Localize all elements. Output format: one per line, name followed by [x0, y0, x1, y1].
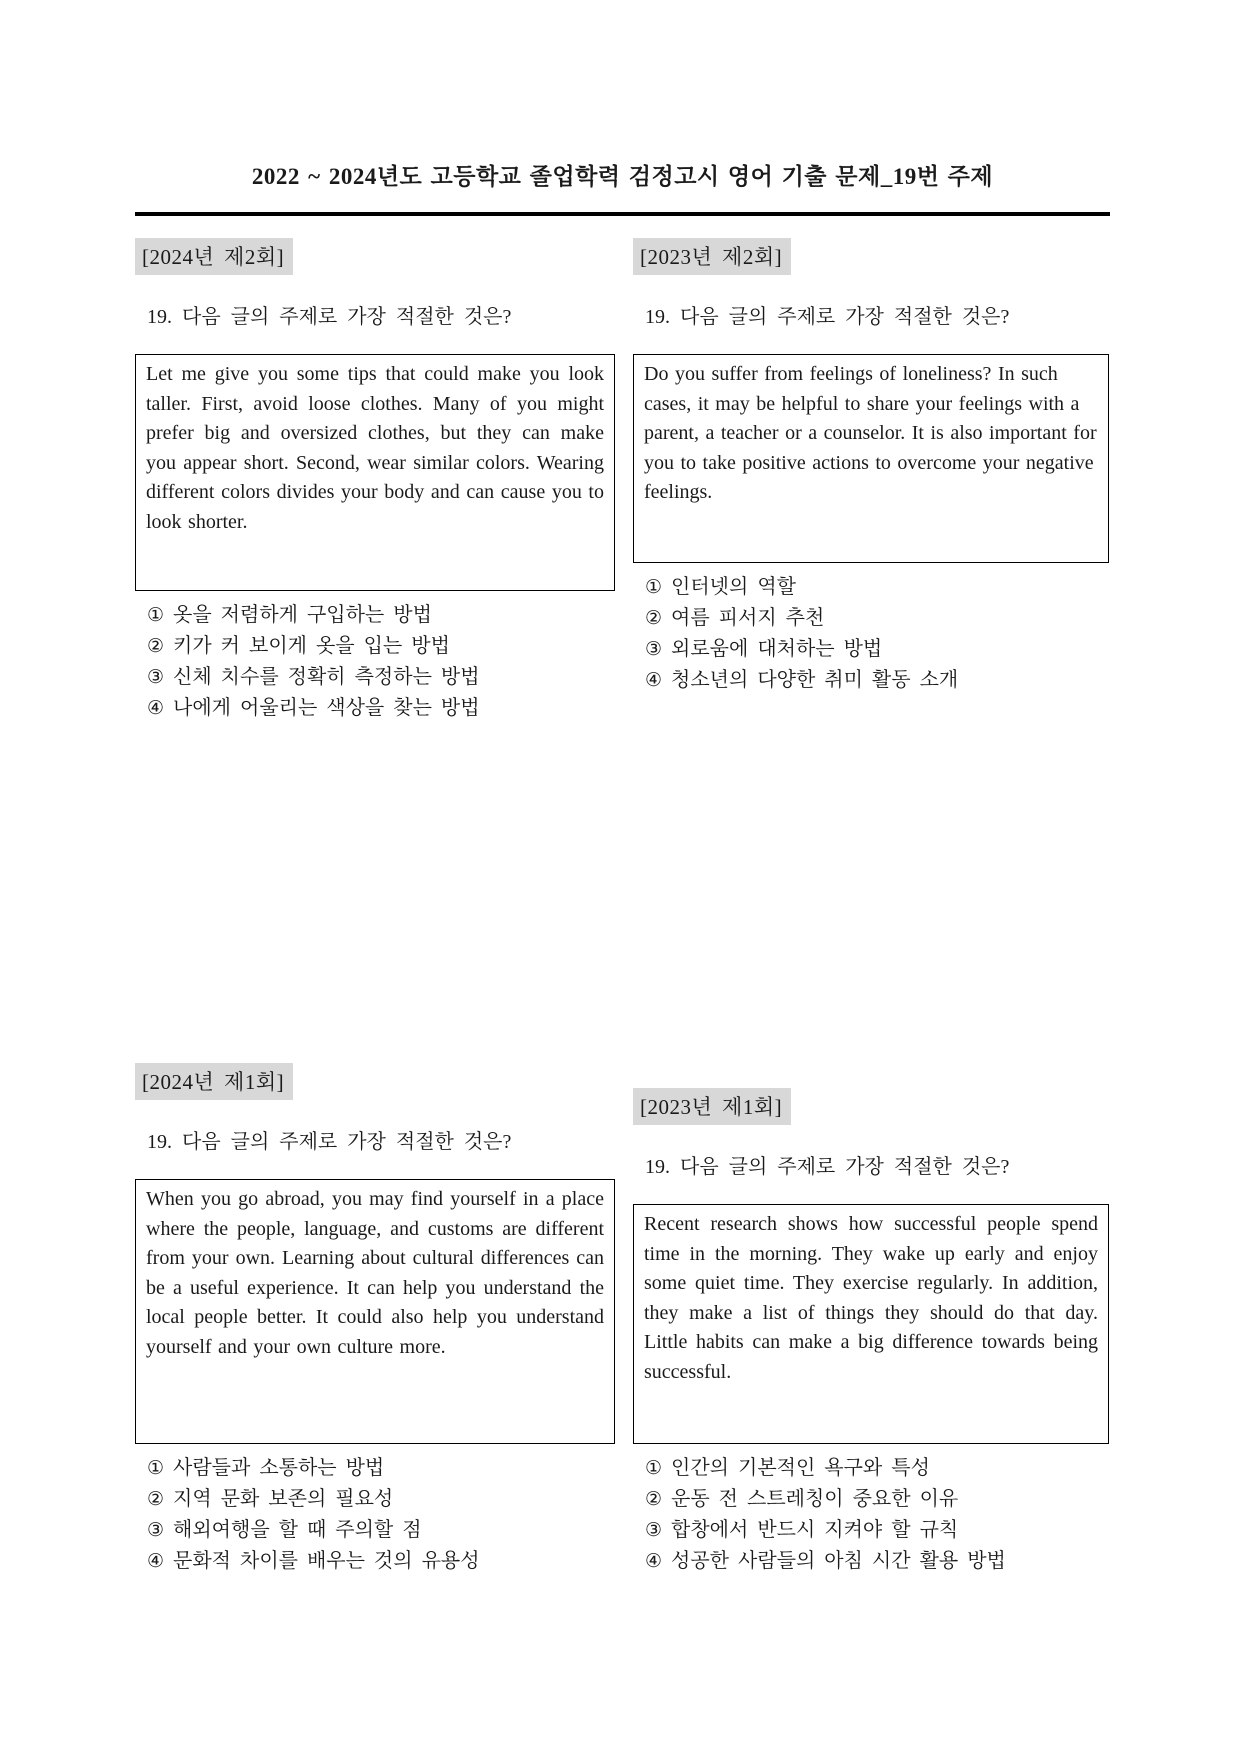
option-item	[147, 693, 615, 724]
option-item	[645, 1546, 1109, 1577]
section-2023-2	[633, 238, 1109, 696]
option-text: 지역 문화 보존의 필요성	[173, 1488, 394, 1510]
option-item	[147, 1453, 615, 1484]
option-text: 신체 치수를 정확히 측정하는 방법	[173, 666, 480, 688]
option-item	[645, 1453, 1109, 1484]
option-item	[645, 603, 1109, 634]
option-marker: ①	[147, 1457, 165, 1479]
option-marker: ③	[645, 1519, 663, 1541]
option-text: 외로움에 대처하는 방법	[671, 638, 883, 660]
option-marker: ③	[147, 1519, 165, 1541]
option-text: 합창에서 반드시 지켜야 할 규칙	[671, 1519, 959, 1541]
section-header: [2023년 제2회]	[633, 238, 791, 275]
options-list	[147, 600, 615, 724]
option-marker: ③	[645, 638, 663, 660]
option-text: 성공한 사람들의 아침 시간 활용 방법	[671, 1550, 1006, 1572]
question-text: 19. 다음 글의 주제로 가장 적절한 것은?	[147, 1131, 512, 1153]
passage-box	[633, 354, 1109, 563]
option-text: 사람들과 소통하는 방법	[173, 1457, 385, 1479]
option-marker: ①	[645, 1457, 663, 1479]
options-list	[645, 1453, 1109, 1577]
option-marker: ④	[147, 1550, 165, 1572]
question-text: 19. 다음 글의 주제로 가장 적절한 것은?	[645, 1156, 1010, 1178]
options-list	[645, 572, 1109, 696]
option-text: 운동 전 스트레칭이 중요한 이유	[671, 1488, 959, 1510]
option-item	[147, 631, 615, 662]
option-marker: ②	[645, 1488, 663, 1510]
section-2024-2	[135, 238, 615, 724]
option-item	[645, 634, 1109, 665]
option-marker: ④	[147, 697, 165, 719]
option-text: 인간의 기본적인 욕구와 특성	[671, 1457, 930, 1479]
option-marker: ②	[645, 607, 663, 629]
option-text: 나에게 어울리는 색상을 찾는 방법	[173, 697, 480, 719]
option-text: 인터넷의 역할	[671, 576, 796, 598]
option-item	[147, 600, 615, 631]
option-text: 문화적 차이를 배우는 것의 유용성	[173, 1550, 480, 1572]
passage-text: Do you suffer from feelings of loneliness? In such cases, it may be helpful to share your feelings with a parent, a teacher or a counselor. It is also important for you to take positive actions to overcome your negative feelings.	[644, 363, 1097, 503]
passage-text: Recent research shows how successful people spend time in the morning. They wake up early and enjoy some quiet time. They exercise regularly. In addition, they make a list of things they should do that day. Little habits can make a big difference towards being successful.	[644, 1213, 1098, 1383]
option-text: 해외여행을 할 때 주의할 점	[173, 1519, 422, 1541]
section-header: [2024년 제1회]	[135, 1063, 293, 1100]
option-text: 청소년의 다양한 취미 활동 소개	[671, 669, 959, 691]
section-2024-1	[135, 1063, 615, 1577]
option-item	[645, 1484, 1109, 1515]
passage-box	[633, 1204, 1109, 1444]
passage-box	[135, 354, 615, 591]
option-marker: ①	[645, 576, 663, 598]
option-marker: ②	[147, 1488, 165, 1510]
option-item	[147, 1515, 615, 1546]
section-header: [2024년 제2회]	[135, 238, 293, 275]
option-item	[147, 1546, 615, 1577]
passage-box	[135, 1179, 615, 1444]
passage-text: Let me give you some tips that could make you look taller. First, avoid loose clothes. Many of you might prefer big and oversized clothes, but they can make you appear short. Second, wear similar colors. Wearing different colors divides your body and can cause you to look shorter.	[146, 363, 604, 533]
option-marker: ④	[645, 1550, 663, 1572]
option-text: 옷을 저렴하게 구입하는 방법	[173, 604, 432, 626]
option-text: 여름 피서지 추천	[671, 607, 825, 629]
question-text: 19. 다음 글의 주제로 가장 적절한 것은?	[147, 306, 512, 328]
page-title: 2022 ~ 2024년도 고등학교 졸업학력 검정고시 영어 기출 문제_19번 주제	[251, 164, 994, 189]
option-marker: ②	[147, 635, 165, 657]
question-text: 19. 다음 글의 주제로 가장 적절한 것은?	[645, 306, 1010, 328]
title-divider	[135, 212, 1110, 216]
options-list	[147, 1453, 615, 1577]
option-item	[147, 1484, 615, 1515]
option-item	[645, 572, 1109, 603]
option-marker: ①	[147, 604, 165, 626]
passage-text: When you go abroad, you may find yourself in a place where the people, language, and customs are different from your own. Learning about cultural differences can be a useful experience. It can help you understand the local people better. It could also help you understand yourself and your own culture more.	[146, 1188, 604, 1358]
option-item	[645, 665, 1109, 696]
option-item	[147, 662, 615, 693]
option-marker: ④	[645, 669, 663, 691]
option-item	[645, 1515, 1109, 1546]
option-text: 키가 커 보이게 옷을 입는 방법	[173, 635, 450, 657]
section-header: [2023년 제1회]	[633, 1088, 791, 1125]
option-marker: ③	[147, 666, 165, 688]
section-2023-1	[633, 1088, 1109, 1577]
